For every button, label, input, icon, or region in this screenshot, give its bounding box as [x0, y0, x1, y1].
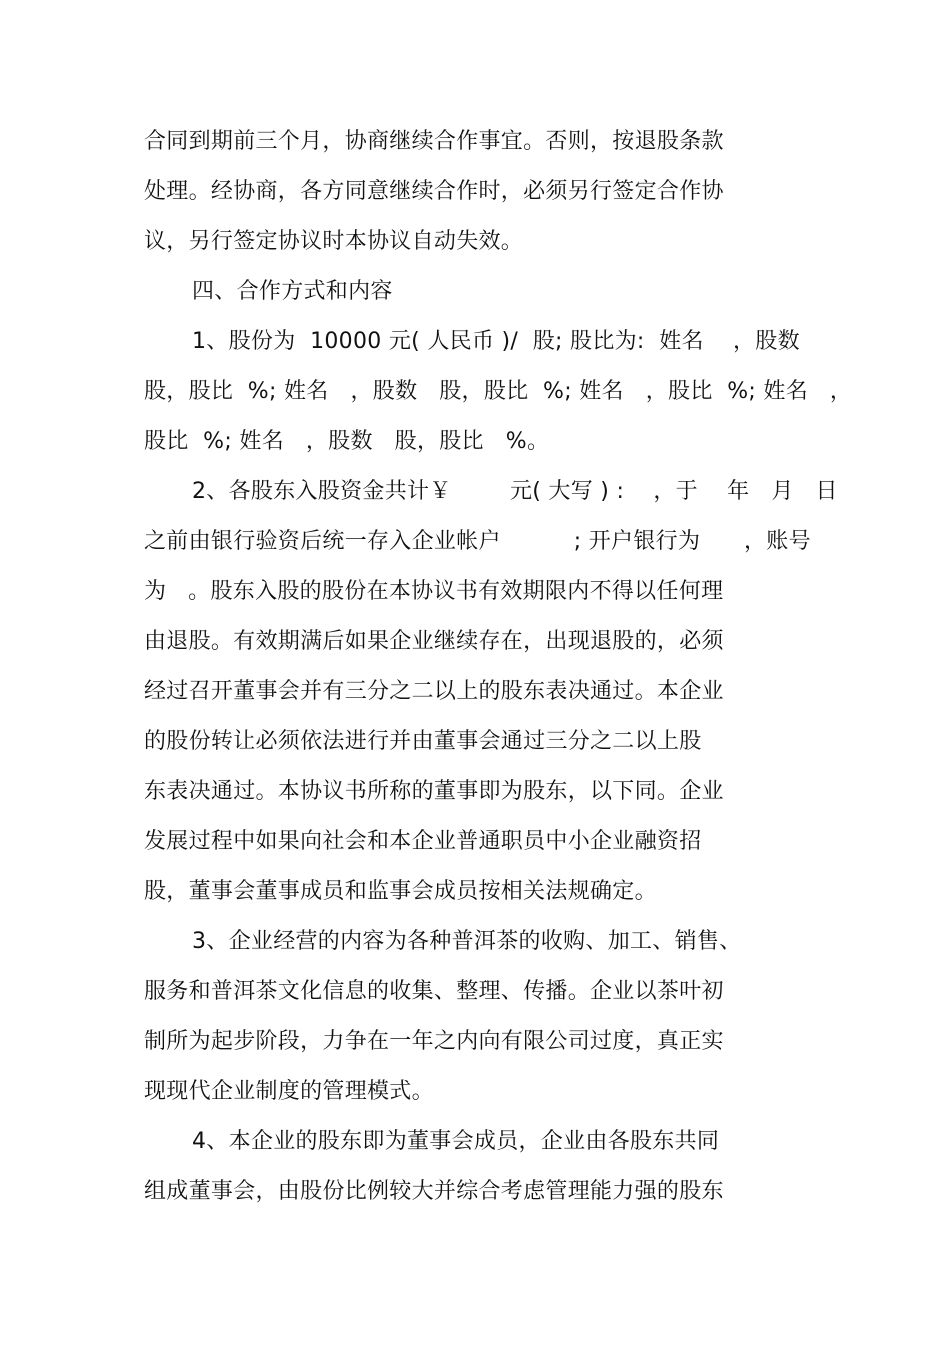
text-line: 2、各股东入股资金共计￥ 元( 大写 ) : ，于 年 月 日 [192, 479, 838, 504]
text-line: 东表决通过。本协议书所称的董事即为股东，以下同。企业 [144, 779, 724, 804]
section-heading: 四、合作方式和内容 [192, 279, 393, 304]
text-line: 组成董事会，由股份比例较大并综合考虑管理能力强的股东 [144, 1179, 724, 1204]
text-line: 股，董事会董事成员和监事会成员按相关法规确定。 [144, 879, 657, 904]
text-line: 股比 %; 姓名 ，股数 股，股比 %。 [144, 429, 550, 454]
text-line: 经过召开董事会并有三分之二以上的股东表决通过。本企业 [144, 679, 724, 704]
text-line: 由退股。有效期满后如果企业继续存在，出现退股的，必须 [144, 629, 724, 654]
text-line: 现现代企业制度的管理模式。 [144, 1079, 434, 1104]
text-line: 服务和普洱茶文化信息的收集、整理、传播。企业以茶叶初 [144, 979, 724, 1004]
text-line: 议，另行签定协议时本协议自动失效。 [144, 229, 524, 254]
text-line: 为 。股东入股的股份在本协议书有效期限内不得以任何理 [144, 579, 724, 604]
text-line: 1、股份为 10000 元( 人民币 )/ 股; 股比为: 姓名 ，股数 [192, 329, 800, 354]
text-line: 4、本企业的股东即为董事会成员，企业由各股东共同 [192, 1129, 720, 1154]
text-line: 之前由银行验资后统一存入企业帐户 ; 开户银行为 ，账号 [144, 529, 811, 554]
text-line: 的股份转让必须依法进行并由董事会通过三分之二以上股 [144, 729, 702, 754]
text-line: 3、企业经营的内容为各种普洱茶的收购、加工、销售、 [192, 929, 742, 954]
text-line: 股，股比 %; 姓名 ，股数 股，股比 %; 姓名 ，股比 %; 姓名 ， [144, 379, 853, 404]
text-line: 处理。经协商，各方同意继续合作时，必须另行签定合作协 [144, 179, 724, 204]
text-line: 合同到期前三个月，协商继续合作事宜。否则，按退股条款 [144, 129, 724, 154]
text-line: 制所为起步阶段，力争在一年之内向有限公司过度，真正实 [144, 1029, 724, 1054]
text-line: 发展过程中如果向社会和本企业普通职员中小企业融资招 [144, 829, 702, 854]
